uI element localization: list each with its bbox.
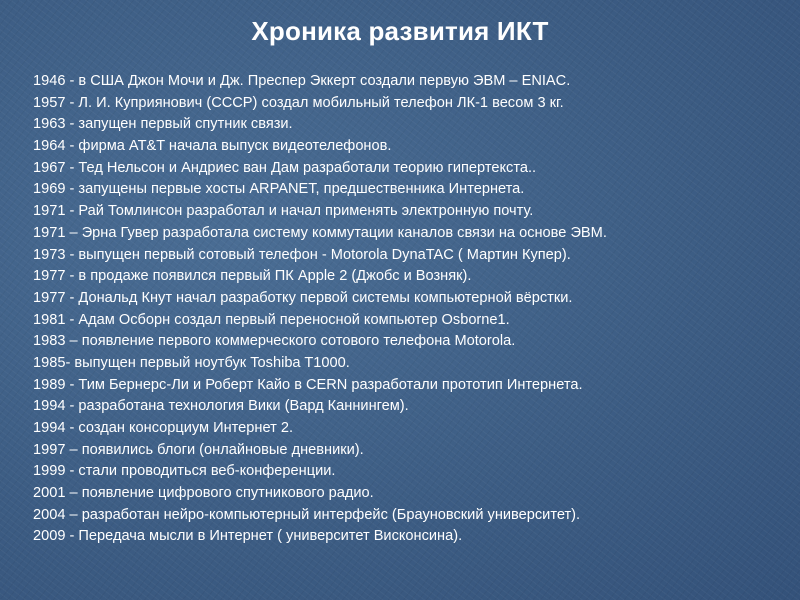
timeline-entry: 1967 - Тед Нельсон и Андриес ван Дам разработали теорию гипертекста.. [33,159,537,176]
timeline-entry: 1997 – появились блоги (онлайновые дневники). [33,441,364,458]
timeline-entry: 1983 – появление первого коммерческого сотового телефона Motorola. [33,333,516,350]
timeline-entry: 1994 - разработана технология Вики (Вард Каннингем). [33,398,409,415]
timeline-entry: 1971 – Эрна Гувер разработала систему коммутации каналов связи на основе ЭВМ. [33,224,607,241]
timeline-entry: 1985- выпущен первый ноутбук Toshiba T1000. [33,354,350,371]
timeline-entry: 1969 - запущены первые хосты ARPANET, предшественника Интернета. [33,181,525,198]
timeline-entry: 1957 - Л. И. Куприянович (СССР) создал мобильный телефон ЛК-1 весом 3 кг. [33,94,564,111]
timeline-entry: 1946 - в США Джон Мочи и Дж. Преспер Эккерт создали первую ЭВМ – ENIAC. [33,73,571,89]
timeline-entry: 1977 - в продаже появился первый ПК Apple 2 (Джобс и Возняк). [33,268,472,285]
timeline-entry: 2001 – появление цифрового спутникового радио. [33,485,374,502]
timeline-entry: 1994 - создан консорциум Интернет 2. [33,420,294,436]
timeline-entry: 1999 - стали проводиться веб-конференции. [33,463,336,480]
timeline-entry: 2004 – разработан нейро-компьютерный интерфейс (Брауновский университет). [33,506,581,523]
timeline-entry: 1989 - Тим Бернерс-Ли и Роберт Кайо в CERN разработали прототип Интернета. [33,376,583,393]
timeline-list [33,71,793,548]
timeline-entry: 1981 - Адам Осборн создал первый переносной компьютер Osborne1. [33,311,510,328]
timeline-entry: 1977 - Дональд Кнут начал разработку первой системы компьютерной вёрстки. [33,289,573,306]
timeline-entry: 2009 - Передача мысли в Интернет ( университет Висконсина). [33,528,463,545]
timeline-entry: 1963 - запущен первый спутник связи. [33,116,293,133]
timeline-entry: 1964 - фирма AT&T начала выпуск видеотелефонов. [33,138,392,155]
slide-title: Хроника развития ИКТ [251,16,549,46]
timeline-entry: 1971 - Рай Томлинсон разработал и начал применять электронную почту. [33,203,534,220]
timeline-entry: 1973 - выпущен первый сотовый телефон - Motorola DynaTAC ( Мартин Купер). [33,246,571,263]
